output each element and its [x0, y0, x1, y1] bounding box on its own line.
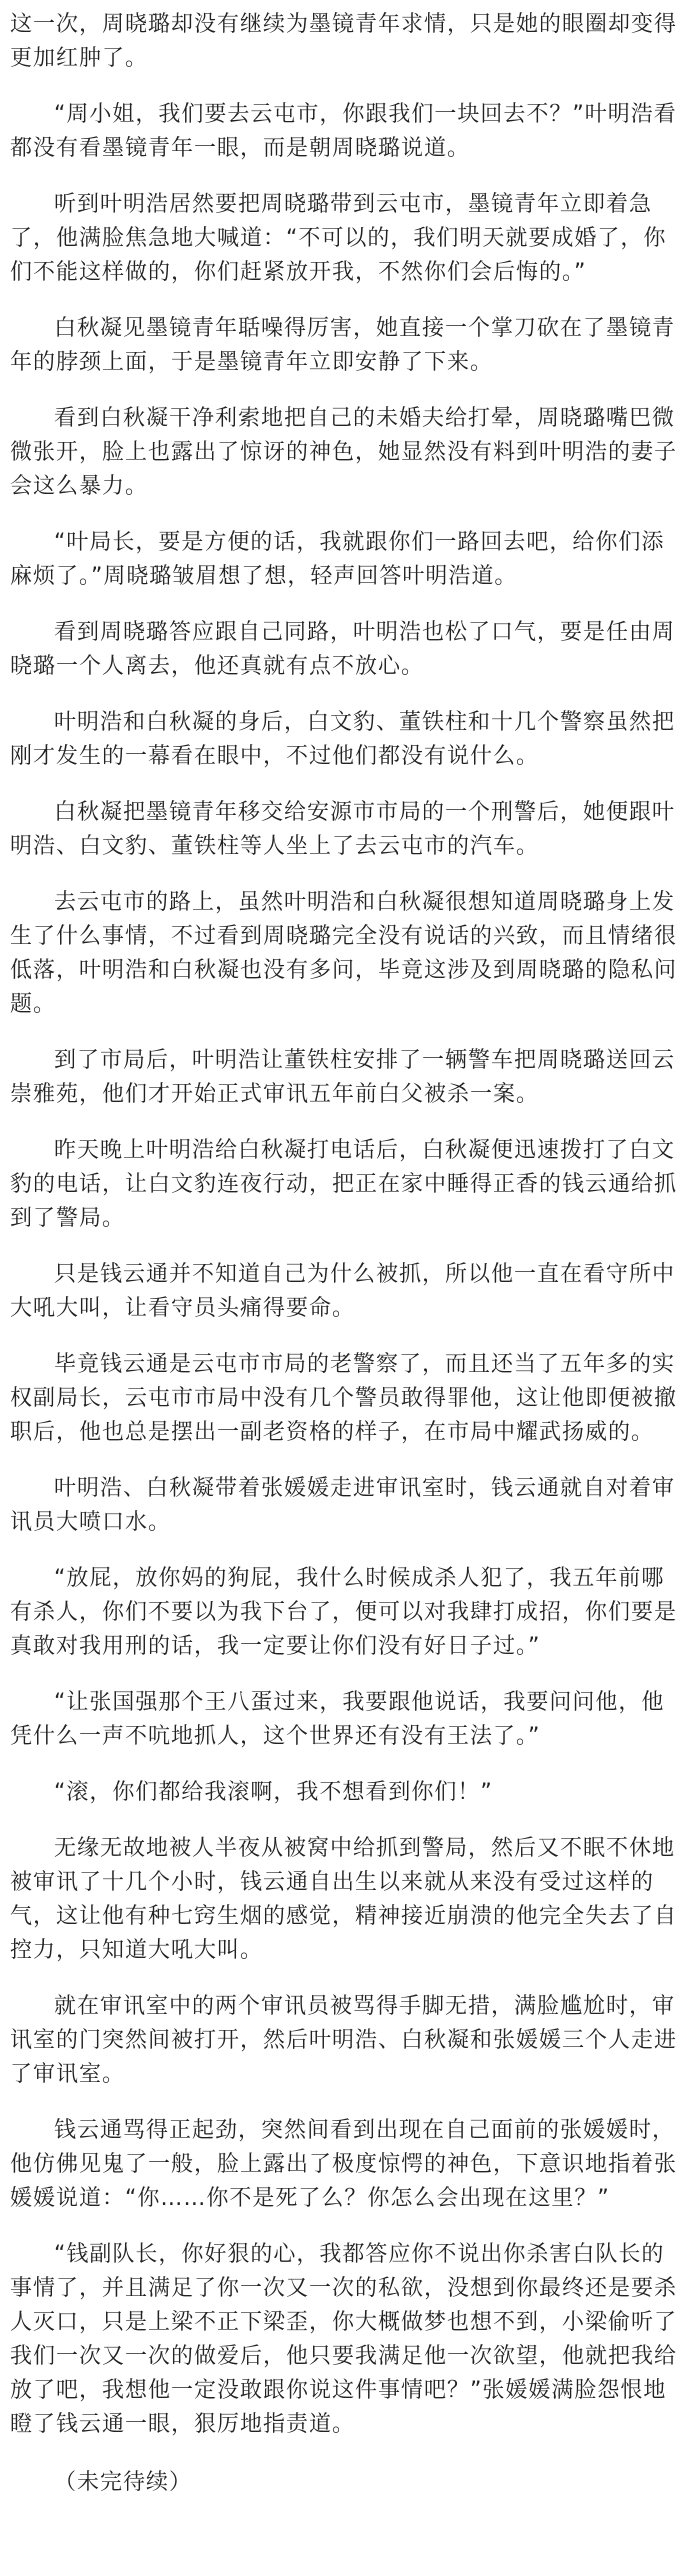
paragraph: 叶明浩和白秋凝的身后，白文豹、董铁柱和十几个警察虽然把刚才发生的一幕看在眼中，不过他们都没有说什么。 [10, 710, 676, 769]
paragraph: 看到白秋凝干净利索地把自己的未婚夫给打晕，周晓璐嘴巴微微张开，脸上也露出了惊讶的神色，她显然没有料到叶明浩的妻子会这么暴力。 [10, 406, 678, 499]
paragraph: “钱副队长，你好狠的心，我都答应你不说出你杀害白队长的事情了，并且满足了你一次又一次的私欲，没想到你最终还是要杀人灭口，只是上梁不正下梁歪，你大概做梦也想不到，小梁偷听了我们一次又一次的做爱后，他只要我满足他一次欲望，他就把我给放了吧，我想他一定没敢跟你说这件事情吧？”张媛媛满脸怨恨地瞪了钱云通一眼，狠厉地指责道。 [10, 2242, 678, 2437]
paragraph: 无缘无故地被人半夜从被窝中给抓到警局，然后又不眠不休地被审讯了十几个小时，钱云通自出生以来就从来没有受过这样的气，这让他有种七窍生烟的感觉，精神接近崩溃的他完全失去了自控力，只知道大吼大叫。 [10, 1836, 678, 1963]
paragraph: 毕竟钱云通是云屯市市局的老警察了，而且还当了五年多的实权副局长，云屯市市局中没有几个警员敢得罪他，这让他即便被撤职后，他也总是摆出一副老资格的样子，在市局中耀武扬威的。 [10, 1352, 678, 1445]
paragraph: 白秋凝把墨镜青年移交给安源市市局的一个刑警后，她便跟叶明浩、白文豹、董铁柱等人坐上了去云屯市的汽车。 [10, 800, 676, 859]
to-be-continued-note: （未完待续） [54, 2470, 193, 2495]
paragraph: 到了市局后，叶明浩让董铁柱安排了一辆警车把周晓璐送回云崇雅苑，他们才开始正式审讯五年前白父被杀一案。 [10, 1048, 676, 1107]
paragraph: “让张国强那个王八蛋过来，我要跟他说话，我要问问他，他凭什么一声不吭地抓人，这个世界还有没有王法了。” [10, 1690, 665, 1749]
paragraph: 听到叶明浩居然要把周晓璐带到云屯市，墨镜青年立即着急了，他满脸焦急地大喊道：“不可以的，我们明天就要成婚了，你们不能这样做的，你们赶紧放开我，不然你们会后悔的。” [10, 192, 667, 285]
paragraph: 这一次，周晓璐却没有继续为墨镜青年求情，只是她的眼圈却变得更加红肿了。 [10, 12, 678, 71]
paragraph: 只是钱云通并不知道自己为什么被抓，所以他一直在看守所中大吼大叫，让看守员头痛得要命。 [10, 1262, 676, 1321]
paragraph: 去云屯市的路上，虽然叶明浩和白秋凝很想知道周晓璐身上发生了什么事情，不过看到周晓璐完全没有说话的兴致，而且情绪很低落，叶明浩和白秋凝也没有多问，毕竟这涉及到周晓璐的隐私问题。 [10, 890, 678, 1017]
paragraph: 叶明浩、白秋凝带着张媛媛走进审讯室时，钱云通就自对着审讯员大喷口水。 [10, 1476, 676, 1535]
article-body [10, 8, 682, 2442]
paragraph: “放屁，放你妈的狗屁，我什么时候成杀人犯了，我五年前哪有杀人，你们不要以为我下台了，便可以对我肆打成招，你们要是真敢对我用刑的话，我一定要让你们没有好日子过。” [10, 1566, 678, 1659]
paragraph: 就在审讯室中的两个审讯员被骂得手脚无措，满脸尴尬时，审讯室的门突然间被打开，然后叶明浩、白秋凝和张媛媛三个人走进了审讯室。 [10, 1994, 678, 2087]
paragraph: 钱云通骂得正起劲，突然间看到出现在自己面前的张媛媛时，他仿佛见鬼了一般，脸上露出了极度惊愕的神色，下意识地指着张媛媛说道：“你……你不是死了么？你怎么会出现在这里？” [10, 2118, 678, 2211]
paragraph: “滚，你们都给我滚啊，我不想看到你们！” [54, 1780, 493, 1805]
paragraph: 看到周晓璐答应跟自己同路，叶明浩也松了口气，要是任由周晓璐一个人离去，他还真就有点不放心。 [10, 620, 676, 679]
paragraph: “叶局长，要是方便的话，我就跟你们一路回去吧，给你们添麻烦了。”周晓璐皱眉想了想，轻声回答叶明浩道。 [10, 530, 665, 589]
paragraph: “周小姐，我们要去云屯市，你跟我们一块回去不？”叶明浩看都没有看墨镜青年一眼，而是朝周晓璐说道。 [10, 102, 677, 161]
paragraph: 昨天晚上叶明浩给白秋凝打电话后，白秋凝便迅速拨打了白文豹的电话，让白文豹连夜行动，把正在家中睡得正香的钱云通给抓到了警局。 [10, 1138, 678, 1231]
paragraph: 白秋凝见墨镜青年聒噪得厉害，她直接一个掌刀砍在了墨镜青年的脖颈上面，于是墨镜青年立即安静了下来。 [10, 316, 676, 375]
